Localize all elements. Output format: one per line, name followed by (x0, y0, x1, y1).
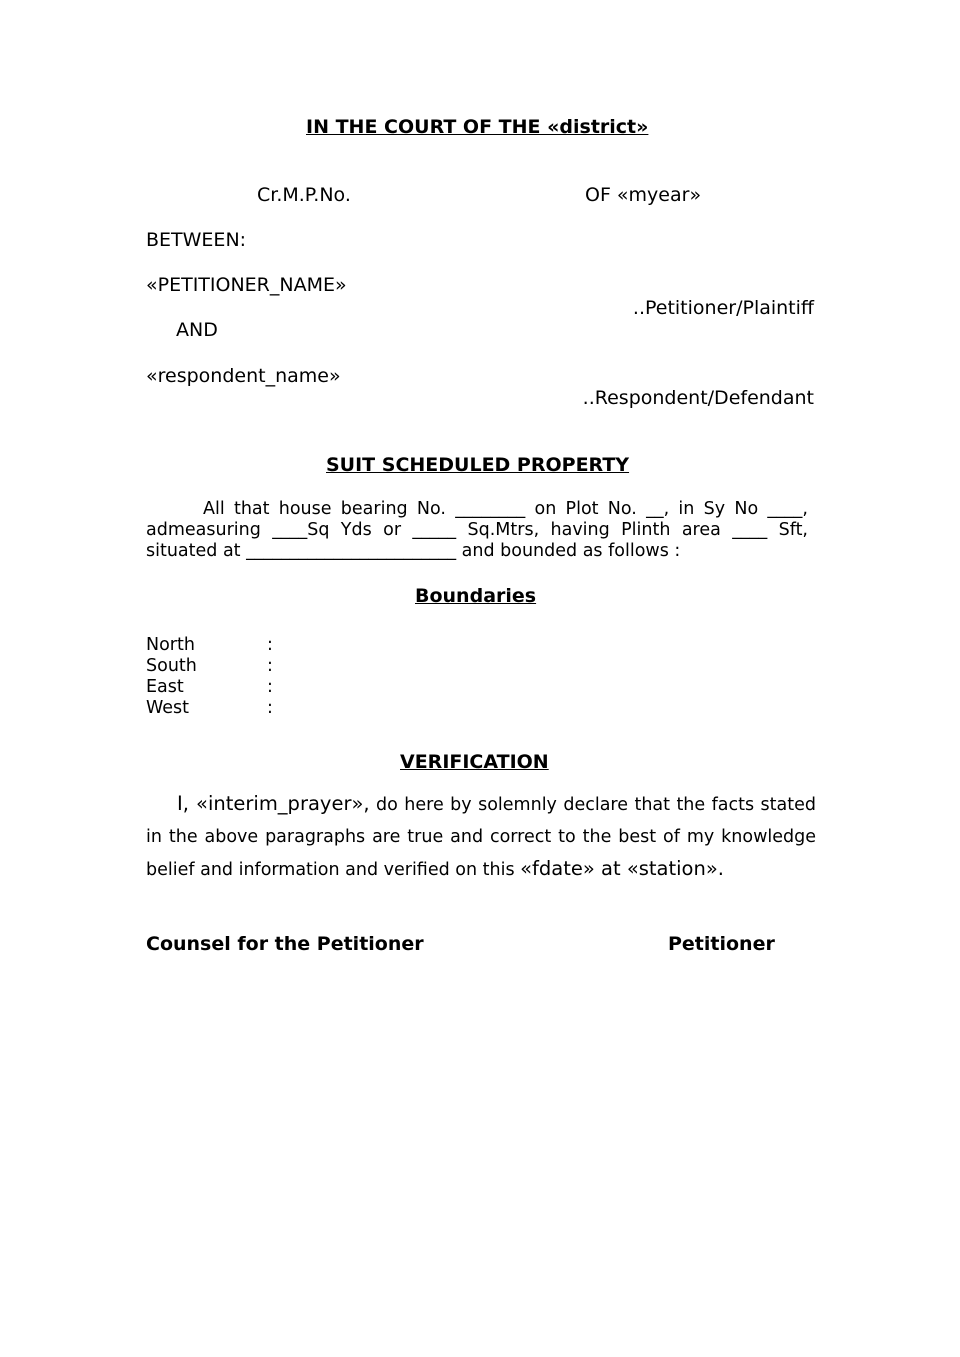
signature-petitioner: Petitioner (668, 933, 775, 955)
respondent-role: ..Respondent/Defendant (582, 387, 814, 409)
boundary-separator: : (267, 656, 273, 676)
boundary-row-south (146, 656, 273, 677)
property-heading: SUIT SCHEDULED PROPERTY (326, 454, 630, 476)
court-heading: IN THE COURT OF THE «district» (306, 116, 649, 138)
boundary-row-west (146, 698, 273, 719)
boundary-separator: : (267, 677, 273, 697)
boundary-label: West (146, 698, 190, 718)
petitioner-name: «PETITIONER_NAME» (146, 274, 347, 296)
verification-paragraph (146, 788, 816, 887)
between-label: BETWEEN: (146, 229, 247, 251)
boundary-separator: : (267, 635, 273, 655)
verification-suffix: «fdate» at «station». (520, 857, 724, 880)
boundaries-heading: Boundaries (415, 585, 537, 607)
and-label: AND (176, 319, 218, 341)
boundary-label: East (146, 677, 184, 697)
verification-prefix: I, «interim_prayer», (177, 792, 370, 815)
boundary-row-east (146, 677, 273, 698)
boundaries-list (146, 635, 273, 719)
boundary-label: South (146, 656, 197, 676)
property-description-paragraph (146, 499, 808, 562)
case-year-label: OF «myear» (585, 184, 702, 206)
respondent-name: «respondent_name» (146, 365, 341, 387)
case-number-label: Cr.M.P.No. (257, 184, 351, 206)
verification-text: do here by solemnly declare that the facts stated in the above paragraphs are true and correct to the best of my knowledge belief and information and verified on this (146, 795, 816, 880)
petitioner-role: ..Petitioner/Plaintiff (632, 297, 814, 319)
property-description: All that house bearing No. ________ on Plot No. __, in Sy No ____, admeasuring ____Sq Yds or _____ Sq.Mtrs, having Plinth area ____ Sft, situated at ________________________ and bounded as follows : (146, 499, 808, 561)
boundary-label: North (146, 635, 195, 655)
verification-heading: VERIFICATION (400, 751, 549, 773)
boundary-row-north (146, 635, 273, 656)
boundary-separator: : (267, 698, 273, 718)
signature-counsel: Counsel for the Petitioner (146, 933, 424, 955)
